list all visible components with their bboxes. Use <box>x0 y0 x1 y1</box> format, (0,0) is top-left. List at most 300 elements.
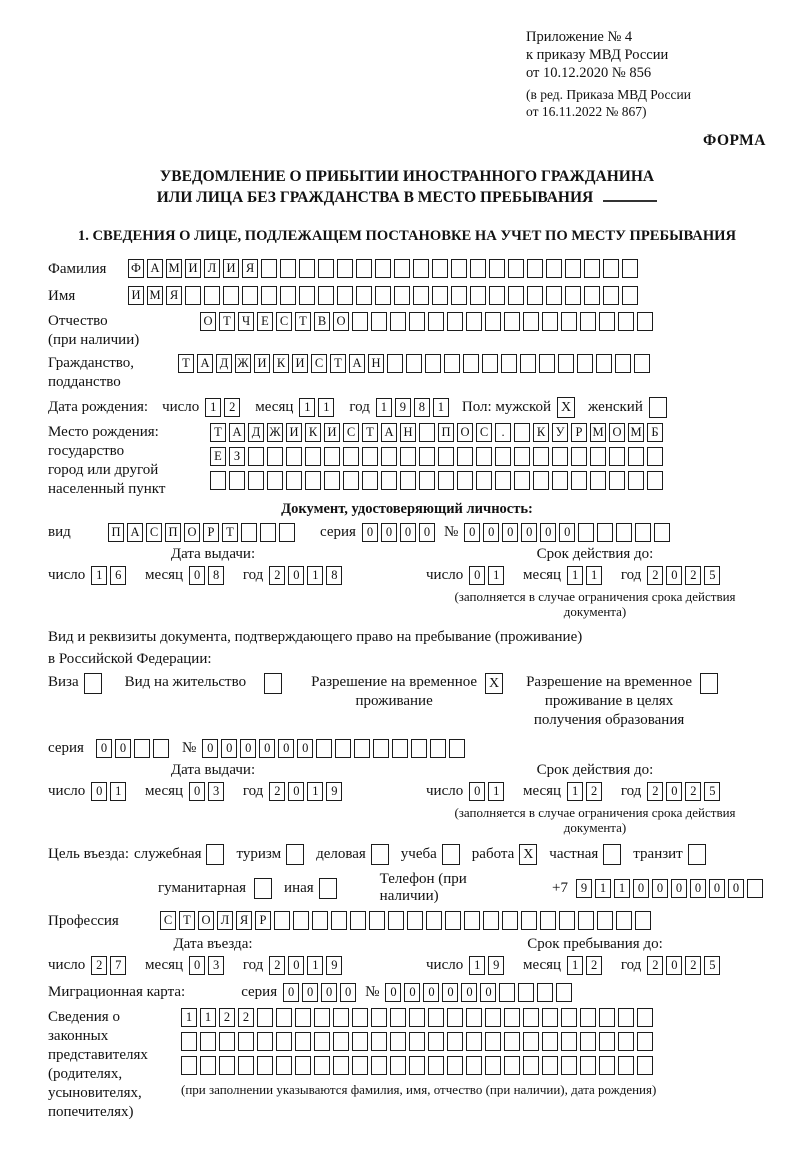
char-box[interactable] <box>210 471 226 490</box>
char-box[interactable] <box>466 1008 482 1027</box>
char-box[interactable]: 0 <box>221 739 237 758</box>
char-box[interactable] <box>542 1032 558 1051</box>
char-box[interactable] <box>451 286 467 305</box>
char-box[interactable]: X <box>519 844 537 865</box>
char-box[interactable]: З <box>229 447 245 466</box>
char-box[interactable]: 0 <box>91 782 107 801</box>
char-box[interactable]: 1 <box>205 398 221 417</box>
char-box[interactable] <box>387 354 403 373</box>
char-box[interactable] <box>238 1032 254 1051</box>
char-box[interactable] <box>276 1008 292 1027</box>
char-box[interactable] <box>571 447 587 466</box>
char-box[interactable] <box>647 447 663 466</box>
char-box[interactable]: 0 <box>189 782 205 801</box>
char-box[interactable] <box>413 286 429 305</box>
char-box[interactable] <box>352 1032 368 1051</box>
char-box[interactable] <box>501 354 517 373</box>
char-box[interactable]: 1 <box>299 398 315 417</box>
char-box[interactable] <box>466 312 482 331</box>
char-box[interactable] <box>597 523 613 542</box>
char-box[interactable] <box>267 447 283 466</box>
char-box[interactable]: Ф <box>128 259 144 278</box>
char-box[interactable] <box>596 354 612 373</box>
char-box[interactable]: 9 <box>395 398 411 417</box>
char-box[interactable] <box>504 1056 520 1075</box>
char-box[interactable] <box>84 673 102 694</box>
char-box[interactable]: 1 <box>488 782 504 801</box>
char-box[interactable] <box>470 286 486 305</box>
char-box[interactable] <box>466 1056 482 1075</box>
char-box[interactable]: 9 <box>488 956 504 975</box>
char-box[interactable]: 0 <box>540 523 556 542</box>
char-box[interactable] <box>181 1056 197 1075</box>
char-box[interactable] <box>260 523 276 542</box>
char-box[interactable]: Т <box>179 911 195 930</box>
char-box[interactable]: 0 <box>442 983 458 1002</box>
char-box[interactable] <box>533 471 549 490</box>
char-box[interactable] <box>388 911 404 930</box>
char-box[interactable] <box>241 523 257 542</box>
char-box[interactable]: С <box>146 523 162 542</box>
char-box[interactable] <box>514 471 530 490</box>
char-box[interactable]: И <box>223 259 239 278</box>
char-box[interactable]: Т <box>362 423 378 442</box>
char-box[interactable] <box>578 523 594 542</box>
char-box[interactable] <box>181 1032 197 1051</box>
char-box[interactable] <box>390 312 406 331</box>
char-box[interactable]: 2 <box>586 782 602 801</box>
char-box[interactable]: М <box>166 259 182 278</box>
char-box[interactable]: 0 <box>480 983 496 1002</box>
char-box[interactable]: Е <box>257 312 273 331</box>
char-box[interactable]: 0 <box>302 983 318 1002</box>
char-box[interactable] <box>483 911 499 930</box>
char-box[interactable]: О <box>333 312 349 331</box>
char-box[interactable] <box>561 1056 577 1075</box>
char-box[interactable]: 0 <box>404 983 420 1002</box>
char-box[interactable]: Д <box>216 354 232 373</box>
char-box[interactable] <box>337 259 353 278</box>
char-box[interactable]: 1 <box>595 879 611 898</box>
char-box[interactable]: 0 <box>502 523 518 542</box>
char-box[interactable]: А <box>349 354 365 373</box>
char-box[interactable] <box>527 259 543 278</box>
char-box[interactable] <box>603 259 619 278</box>
char-box[interactable] <box>343 471 359 490</box>
char-box[interactable]: 0 <box>283 983 299 1002</box>
char-box[interactable] <box>319 878 337 899</box>
char-box[interactable] <box>523 312 539 331</box>
char-box[interactable] <box>371 1008 387 1027</box>
char-box[interactable]: 2 <box>685 566 701 585</box>
char-box[interactable] <box>599 1056 615 1075</box>
char-box[interactable]: 0 <box>362 523 378 542</box>
char-box[interactable] <box>299 259 315 278</box>
char-box[interactable] <box>406 354 422 373</box>
char-box[interactable]: С <box>343 423 359 442</box>
char-box[interactable] <box>371 844 389 865</box>
char-box[interactable] <box>352 312 368 331</box>
char-box[interactable]: 1 <box>488 566 504 585</box>
char-box[interactable] <box>556 983 572 1002</box>
char-box[interactable] <box>375 286 391 305</box>
char-box[interactable] <box>654 523 670 542</box>
char-box[interactable]: 9 <box>326 782 342 801</box>
char-box[interactable]: X <box>485 673 503 694</box>
char-box[interactable] <box>447 1008 463 1027</box>
char-box[interactable] <box>542 1008 558 1027</box>
char-box[interactable] <box>407 911 423 930</box>
char-box[interactable]: 0 <box>419 523 435 542</box>
char-box[interactable]: 0 <box>652 879 668 898</box>
char-box[interactable] <box>248 471 264 490</box>
char-box[interactable] <box>318 259 334 278</box>
char-box[interactable] <box>254 878 272 899</box>
char-box[interactable]: 9 <box>326 956 342 975</box>
char-box[interactable] <box>499 983 515 1002</box>
char-box[interactable] <box>299 286 315 305</box>
char-box[interactable] <box>257 1056 273 1075</box>
char-box[interactable] <box>504 1032 520 1051</box>
char-box[interactable] <box>649 397 667 418</box>
char-box[interactable]: 0 <box>400 523 416 542</box>
char-box[interactable]: И <box>254 354 270 373</box>
char-box[interactable] <box>476 471 492 490</box>
char-box[interactable] <box>390 1008 406 1027</box>
char-box[interactable] <box>546 286 562 305</box>
char-box[interactable]: 9 <box>576 879 592 898</box>
char-box[interactable]: Т <box>210 423 226 442</box>
char-box[interactable]: 1 <box>200 1008 216 1027</box>
char-box[interactable] <box>495 447 511 466</box>
char-box[interactable] <box>257 1008 273 1027</box>
char-box[interactable]: Р <box>203 523 219 542</box>
char-box[interactable] <box>637 1032 653 1051</box>
char-box[interactable]: 8 <box>414 398 430 417</box>
char-box[interactable] <box>628 471 644 490</box>
char-box[interactable]: А <box>229 423 245 442</box>
char-box[interactable] <box>584 286 600 305</box>
char-box[interactable]: 2 <box>224 398 240 417</box>
char-box[interactable] <box>312 911 328 930</box>
char-box[interactable]: М <box>590 423 606 442</box>
char-box[interactable]: 0 <box>461 983 477 1002</box>
char-box[interactable] <box>257 1032 273 1051</box>
char-box[interactable]: Е <box>210 447 226 466</box>
char-box[interactable] <box>425 354 441 373</box>
char-box[interactable] <box>647 471 663 490</box>
char-box[interactable]: М <box>628 423 644 442</box>
char-box[interactable] <box>578 911 594 930</box>
char-box[interactable] <box>700 673 718 694</box>
char-box[interactable] <box>295 1032 311 1051</box>
char-box[interactable] <box>409 1056 425 1075</box>
char-box[interactable]: 2 <box>219 1008 235 1027</box>
char-box[interactable] <box>204 286 220 305</box>
char-box[interactable] <box>447 312 463 331</box>
char-box[interactable]: Я <box>236 911 252 930</box>
char-box[interactable] <box>451 259 467 278</box>
char-box[interactable]: 0 <box>340 983 356 1002</box>
char-box[interactable]: 7 <box>110 956 126 975</box>
char-box[interactable]: 0 <box>469 782 485 801</box>
char-box[interactable] <box>485 312 501 331</box>
char-box[interactable]: 1 <box>91 566 107 585</box>
char-box[interactable]: 1 <box>181 1008 197 1027</box>
char-box[interactable]: М <box>147 286 163 305</box>
char-box[interactable] <box>504 312 520 331</box>
char-box[interactable] <box>337 286 353 305</box>
char-box[interactable] <box>552 447 568 466</box>
char-box[interactable] <box>508 286 524 305</box>
char-box[interactable]: 0 <box>521 523 537 542</box>
char-box[interactable] <box>371 1032 387 1051</box>
char-box[interactable]: 2 <box>647 956 663 975</box>
char-box[interactable] <box>561 1032 577 1051</box>
char-box[interactable] <box>508 259 524 278</box>
char-box[interactable] <box>428 1056 444 1075</box>
char-box[interactable] <box>286 844 304 865</box>
char-box[interactable] <box>520 354 536 373</box>
char-box[interactable]: 1 <box>567 566 583 585</box>
char-box[interactable]: О <box>198 911 214 930</box>
char-box[interactable] <box>261 286 277 305</box>
char-box[interactable] <box>324 471 340 490</box>
char-box[interactable] <box>597 911 613 930</box>
char-box[interactable] <box>419 471 435 490</box>
char-box[interactable]: 0 <box>115 739 131 758</box>
char-box[interactable] <box>533 447 549 466</box>
char-box[interactable] <box>438 447 454 466</box>
char-box[interactable]: И <box>292 354 308 373</box>
char-box[interactable]: 1 <box>307 956 323 975</box>
char-box[interactable] <box>521 911 537 930</box>
char-box[interactable] <box>447 1056 463 1075</box>
char-box[interactable] <box>352 1056 368 1075</box>
char-box[interactable] <box>428 1008 444 1027</box>
char-box[interactable] <box>286 447 302 466</box>
char-box[interactable]: Б <box>647 423 663 442</box>
char-box[interactable]: 1 <box>307 782 323 801</box>
char-box[interactable] <box>616 911 632 930</box>
char-box[interactable] <box>502 911 518 930</box>
char-box[interactable] <box>333 1008 349 1027</box>
char-box[interactable] <box>350 911 366 930</box>
char-box[interactable] <box>394 286 410 305</box>
char-box[interactable] <box>428 1032 444 1051</box>
char-box[interactable]: И <box>286 423 302 442</box>
char-box[interactable] <box>622 286 638 305</box>
char-box[interactable]: Л <box>204 259 220 278</box>
char-box[interactable] <box>261 259 277 278</box>
char-box[interactable] <box>430 739 446 758</box>
char-box[interactable]: Ч <box>238 312 254 331</box>
char-box[interactable] <box>267 471 283 490</box>
char-box[interactable] <box>238 1056 254 1075</box>
char-box[interactable] <box>635 523 651 542</box>
char-box[interactable] <box>371 1056 387 1075</box>
char-box[interactable] <box>561 312 577 331</box>
char-box[interactable] <box>400 471 416 490</box>
char-box[interactable] <box>409 1008 425 1027</box>
char-box[interactable]: Ж <box>235 354 251 373</box>
char-box[interactable] <box>314 1056 330 1075</box>
char-box[interactable]: 0 <box>381 523 397 542</box>
char-box[interactable] <box>495 471 511 490</box>
char-box[interactable] <box>331 911 347 930</box>
char-box[interactable]: О <box>457 423 473 442</box>
char-box[interactable] <box>426 911 442 930</box>
char-box[interactable]: С <box>476 423 492 442</box>
char-box[interactable]: Т <box>295 312 311 331</box>
char-box[interactable]: 0 <box>469 566 485 585</box>
char-box[interactable] <box>622 259 638 278</box>
char-box[interactable]: О <box>200 312 216 331</box>
char-box[interactable]: 1 <box>567 956 583 975</box>
char-box[interactable] <box>561 1008 577 1027</box>
char-box[interactable] <box>371 312 387 331</box>
char-box[interactable] <box>539 354 555 373</box>
char-box[interactable]: Р <box>255 911 271 930</box>
char-box[interactable]: 1 <box>567 782 583 801</box>
char-box[interactable] <box>580 312 596 331</box>
char-box[interactable]: 0 <box>464 523 480 542</box>
char-box[interactable] <box>390 1056 406 1075</box>
char-box[interactable] <box>352 1008 368 1027</box>
char-box[interactable] <box>293 911 309 930</box>
char-box[interactable]: 5 <box>704 956 720 975</box>
char-box[interactable]: П <box>165 523 181 542</box>
char-box[interactable] <box>356 259 372 278</box>
char-box[interactable] <box>457 471 473 490</box>
char-box[interactable] <box>206 844 224 865</box>
char-box[interactable]: 2 <box>685 782 701 801</box>
char-box[interactable]: К <box>533 423 549 442</box>
char-box[interactable]: 0 <box>666 566 682 585</box>
char-box[interactable] <box>242 286 258 305</box>
char-box[interactable] <box>248 447 264 466</box>
char-box[interactable] <box>362 447 378 466</box>
char-box[interactable] <box>603 844 621 865</box>
char-box[interactable]: У <box>552 423 568 442</box>
char-box[interactable]: И <box>185 259 201 278</box>
char-box[interactable] <box>223 286 239 305</box>
char-box[interactable] <box>637 312 653 331</box>
char-box[interactable]: 0 <box>709 879 725 898</box>
char-box[interactable]: Д <box>248 423 264 442</box>
char-box[interactable] <box>153 739 169 758</box>
char-box[interactable] <box>438 471 454 490</box>
char-box[interactable] <box>618 312 634 331</box>
char-box[interactable]: 0 <box>483 523 499 542</box>
char-box[interactable] <box>580 1032 596 1051</box>
char-box[interactable] <box>381 447 397 466</box>
char-box[interactable]: 0 <box>288 566 304 585</box>
char-box[interactable] <box>482 354 498 373</box>
char-box[interactable]: Т <box>178 354 194 373</box>
char-box[interactable]: 3 <box>208 782 224 801</box>
char-box[interactable]: 2 <box>647 782 663 801</box>
char-box[interactable] <box>343 447 359 466</box>
char-box[interactable] <box>134 739 150 758</box>
char-box[interactable] <box>464 911 480 930</box>
char-box[interactable] <box>400 447 416 466</box>
char-box[interactable] <box>470 259 486 278</box>
char-box[interactable] <box>333 1032 349 1051</box>
char-box[interactable]: 0 <box>423 983 439 1002</box>
char-box[interactable] <box>276 1056 292 1075</box>
char-box[interactable] <box>542 1056 558 1075</box>
char-box[interactable] <box>318 286 334 305</box>
char-box[interactable]: 0 <box>559 523 575 542</box>
char-box[interactable]: 0 <box>189 956 205 975</box>
char-box[interactable]: К <box>305 423 321 442</box>
char-box[interactable]: 2 <box>238 1008 254 1027</box>
char-box[interactable] <box>276 1032 292 1051</box>
char-box[interactable] <box>390 1032 406 1051</box>
char-box[interactable]: 1 <box>307 566 323 585</box>
char-box[interactable]: Н <box>368 354 384 373</box>
char-box[interactable] <box>356 286 372 305</box>
char-box[interactable] <box>616 523 632 542</box>
char-box[interactable] <box>518 983 534 1002</box>
char-box[interactable]: 1 <box>433 398 449 417</box>
char-box[interactable]: 2 <box>269 956 285 975</box>
char-box[interactable]: Т <box>330 354 346 373</box>
char-box[interactable] <box>599 312 615 331</box>
char-box[interactable]: С <box>311 354 327 373</box>
char-box[interactable] <box>580 1056 596 1075</box>
char-box[interactable] <box>615 354 631 373</box>
char-box[interactable] <box>432 286 448 305</box>
char-box[interactable]: X <box>557 397 575 418</box>
char-box[interactable] <box>476 447 492 466</box>
char-box[interactable] <box>305 447 321 466</box>
char-box[interactable] <box>444 354 460 373</box>
char-box[interactable] <box>558 354 574 373</box>
char-box[interactable]: 0 <box>671 879 687 898</box>
char-box[interactable]: 2 <box>269 566 285 585</box>
char-box[interactable] <box>485 1032 501 1051</box>
char-box[interactable]: 1 <box>614 879 630 898</box>
char-box[interactable]: Я <box>242 259 258 278</box>
char-box[interactable] <box>362 471 378 490</box>
char-box[interactable]: 5 <box>704 782 720 801</box>
char-box[interactable] <box>335 739 351 758</box>
char-box[interactable] <box>584 259 600 278</box>
char-box[interactable]: 8 <box>326 566 342 585</box>
char-box[interactable] <box>280 286 296 305</box>
char-box[interactable] <box>369 911 385 930</box>
char-box[interactable]: А <box>197 354 213 373</box>
char-box[interactable] <box>485 1008 501 1027</box>
char-box[interactable]: Т <box>219 312 235 331</box>
char-box[interactable] <box>419 447 435 466</box>
char-box[interactable] <box>635 911 651 930</box>
char-box[interactable] <box>523 1008 539 1027</box>
char-box[interactable] <box>200 1032 216 1051</box>
char-box[interactable]: 0 <box>728 879 744 898</box>
char-box[interactable]: 0 <box>288 956 304 975</box>
char-box[interactable] <box>599 1032 615 1051</box>
char-box[interactable]: А <box>127 523 143 542</box>
char-box[interactable] <box>375 259 391 278</box>
char-box[interactable] <box>599 1008 615 1027</box>
char-box[interactable] <box>609 447 625 466</box>
char-box[interactable] <box>546 259 562 278</box>
char-box[interactable]: 0 <box>666 782 682 801</box>
char-box[interactable]: 0 <box>690 879 706 898</box>
